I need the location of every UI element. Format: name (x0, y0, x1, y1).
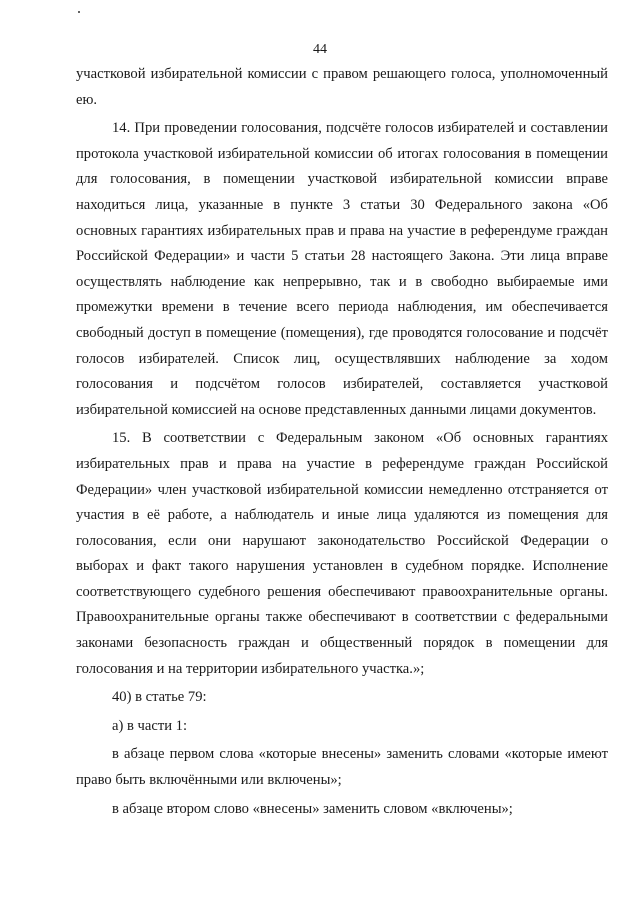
paragraph-subitem-a: а) в части 1: (112, 717, 188, 734)
document-body (76, 62, 608, 822)
page-number: 44 (313, 42, 327, 57)
scan-speck (78, 11, 80, 13)
paragraph-item-40: 40) в статье 79: (112, 689, 207, 706)
paragraph-item-14: 14. При проведении голосования, подсчёте голосов избирателей и составлении протокола участковой избирательной комиссии об итогах голосования в помещении для голосования, в помещении участковой избирательной комиссии вправе находиться лица, указанные в пункте 3 статьи 30 Федерального закона «Об основных гарантиях избирательных прав и права на участие в референдуме граждан Российской Федерации» и части 5 статьи 28 настоящего Закона. Эти лица вправе осуществлять наблюдение как непрерывно, так и в свободно выбираемые ими промежутки времени в течение всего периода наблюдения, им обеспечивается свободный доступ в помещение (помещения), где проводятся голосование и подсчёт голосов избирателей. Список лиц, осуществлявших наблюдение за ходом голосования и подсчётом голосов избирателей, составляется участковой избирательной комиссией на основе представленных данными лицами документов. (76, 120, 608, 418)
paragraph-amendment-first: в абзаце первом слова «которые внесены» заменить словами «которые имеют право быть включёнными или включены»; (76, 746, 608, 789)
paragraph-amendment-second: в абзаце втором слово «внесены» заменить словом «включены»; (112, 800, 513, 817)
paragraph-continuation: участковой избирательной комиссии с правом решающего голоса, уполномоченный ею. (76, 66, 608, 108)
paragraph-item-15: 15. В соответствии с Федеральным законом «Об основных гарантиях избирательных прав и права на участие в референдуме граждан Российской Федерации» член участковой избирательной комиссии немедленно отстраняется от участия в её работе, а наблюдатель и иные лица удаляются из помещения для голосования, если они нарушают законодательство Российской Федерации о выборах и факт такого нарушения установлен в судебном порядке. Исполнение соответствующего судебного решения обеспечивают правоохранительные органы. Правоохранительные органы также обеспечивают в соответствии с федеральными законами безопасность граждан и общественный порядок в помещении для голосования и на территории избирательного участка.»; (76, 430, 608, 677)
